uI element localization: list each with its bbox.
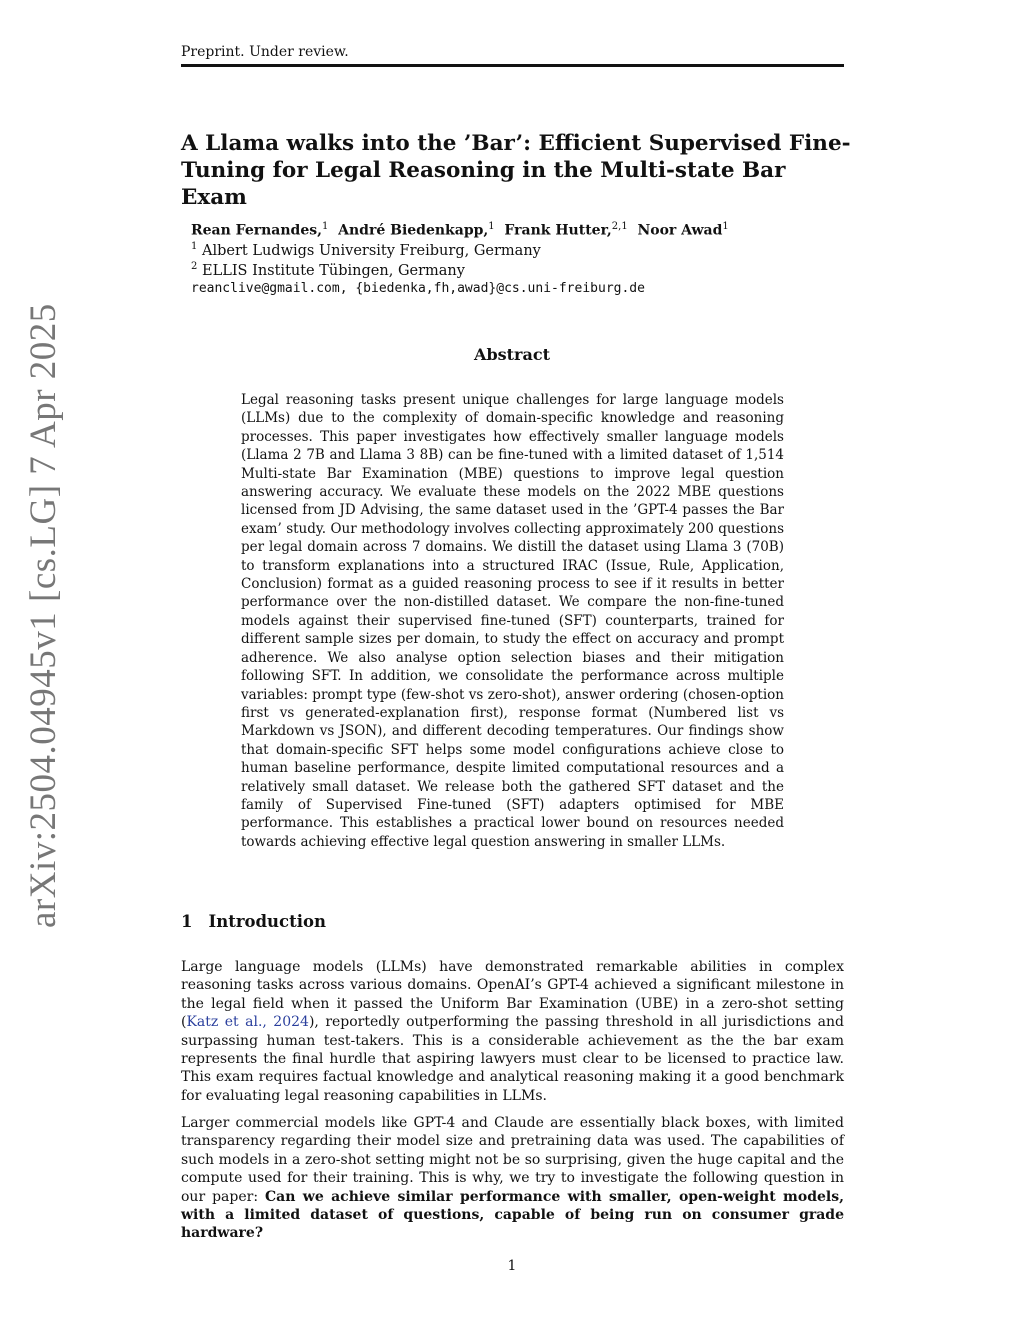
paragraph-text: Large language models (LLMs) have demonstrated remarkable abilities in complex reasoning tasks across various domains. OpenAI’s GPT-4 achieved a significant milestone in the legal field when it passed the Uniform Bar Examination (UBE) in a zero-shot setting ( xyxy=(181,959,844,1031)
paragraph-text: ), reportedly outperforming the passing threshold in all jurisdictions and surpassing human test-takers. This is a considerable achievement as the the bar exam represents the final hurdle that aspiring lawyers must clear to be licensed to practice law. This exam requires factual knowledge and analytical reasoning making it a good benchmark for evaluating legal reasoning capabilities in LLMs. xyxy=(181,1014,844,1104)
abstract-body: Legal reasoning tasks present unique challenges for large language models (LLMs) due to the complexity of domain-specific knowledge and reasoning processes. This paper investigates how effectively smaller language models (Llama 2 7B and Llama 3 8B) can be fine-tuned with a limited dataset of 1,514 Multi-state Bar Examination (MBE) questions to improve legal question answering accuracy. We evaluate these models on the 2022 MBE questions licensed from JD Advising, the same dataset used in the ’GPT-4 passes the Bar exam’ study. Our methodology involves collecting approximately 200 questions per legal domain across 7 domains. We distill the dataset using Llama 3 (70B) to transform explanations into a structured IRAC (Issue, Rule, Application, Conclusion) format as a guided reasoning process to see if it results in better performance over the non-distilled dataset. We compare the non-fine-tuned models against their supervised fine-tuned (SFT) counterparts, trained for different sample sizes per domain, to study the effect on accuracy and prompt adherence. We also analyse option selection biases and their mitigation following SFT. In addition, we consolidate the performance across multiple variables: prompt type (few-shot vs zero-shot), answer ordering (chosen-option first vs generated-explanation first), response format (Numbered list vs Markdown vs JSON), and different decoding temperatures. Our findings show that domain-specific SFT helps some model configurations achieve close to human baseline performance, despite limited computational resources and a relatively small dataset. We release both the gathered SFT dataset and the family of Supervised Fine-tuned (SFT) adapters optimised for MBE performance. This establishes a practical lower bound on resources needed towards achieving effective legal question answering in smaller LLMs. xyxy=(241,392,784,850)
affiliation-1 xyxy=(191,241,541,259)
author-name: Rean Fernandes, xyxy=(191,222,323,239)
affiliation-2 xyxy=(191,261,465,279)
section-title: Introduction xyxy=(208,912,326,931)
intro-paragraph-2 xyxy=(181,1114,844,1243)
affiliation-mark: 2 xyxy=(191,261,198,272)
preprint-note: Preprint. Under review. xyxy=(181,44,349,60)
page-number: 1 xyxy=(507,1258,517,1274)
author-name: Noor Awad xyxy=(637,222,723,239)
affiliation-name: Albert Ludwigs University Freiburg, Germany xyxy=(201,242,541,259)
section-heading-introduction xyxy=(181,912,326,931)
affiliation-name: ELLIS Institute Tübingen, Germany xyxy=(201,262,465,279)
paper-title: A Llama walks into the ’Bar’: Efficient Supervised Fine-Tuning for Legal Reasoning in the Multi-state Bar Exam xyxy=(181,131,851,210)
research-question: Can we achieve similar performance with smaller, open-weight models, with a limited dataset of questions, capable of being run on consumer grade hardware? xyxy=(181,1188,844,1242)
arxiv-identifier-stamp: arXiv:2504.04945v1 [cs.LG] 7 Apr 2025 xyxy=(23,303,64,928)
header-rule xyxy=(181,64,844,67)
author-affiliation-mark: 2,1 xyxy=(611,221,628,232)
author-name: André Biedenkapp, xyxy=(338,222,489,239)
intro-paragraph-1 xyxy=(181,958,844,1105)
affiliation-mark: 1 xyxy=(191,241,198,252)
citation-link-katz-2024[interactable]: Katz et al., 2024 xyxy=(186,1014,309,1031)
author-affiliation-mark: 1 xyxy=(322,221,329,232)
paragraph-text: Larger commercial models like GPT-4 and Claude are essentially black boxes, with limited transparency regarding their model size and pretraining data was used. The capabilities of such models in a zero-shot setting might not be so surprising, given the huge capital and the compute used for their training. This is why, we try to investigate the following question in our paper: xyxy=(181,1115,844,1205)
author-list xyxy=(191,221,729,239)
section-number: 1 xyxy=(181,912,193,931)
author-affiliation-mark: 1 xyxy=(488,221,495,232)
author-name: Frank Hutter, xyxy=(504,222,612,239)
abstract-heading: Abstract xyxy=(474,345,550,364)
author-emails: reanclive@gmail.com, {biedenka,fh,awad}@cs.uni-freiburg.de xyxy=(191,281,645,296)
author-affiliation-mark: 1 xyxy=(722,221,729,232)
